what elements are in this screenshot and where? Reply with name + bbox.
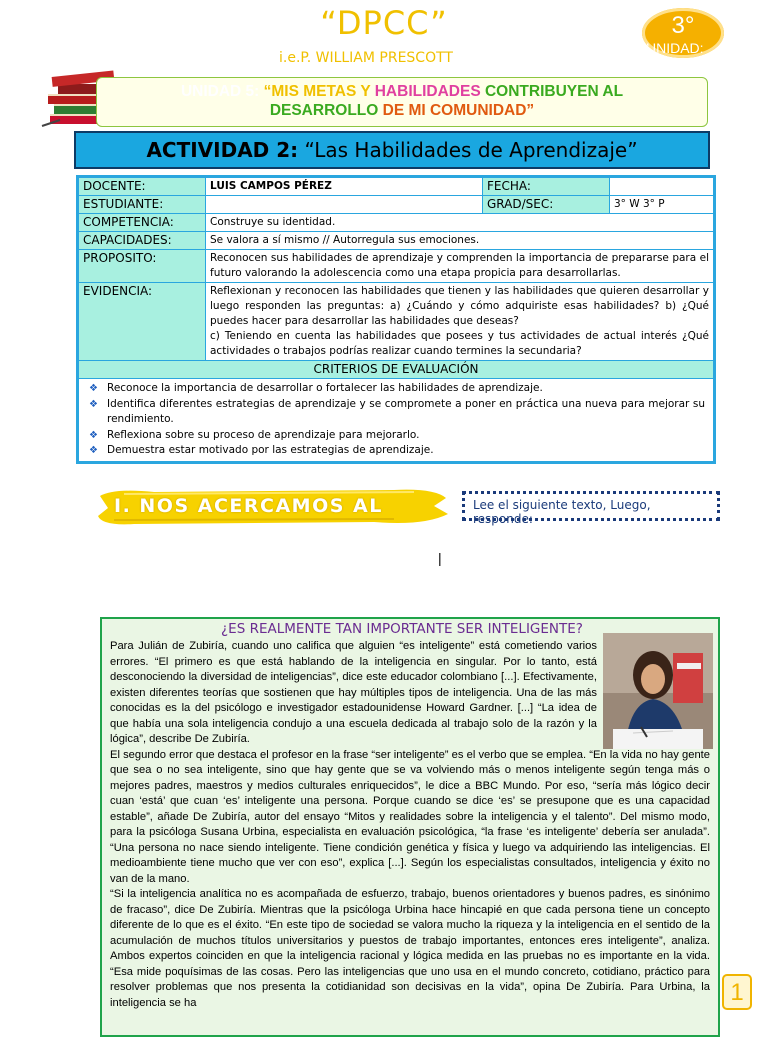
criterios-list [79, 379, 714, 462]
docente-value: LUIS CAMPOS PÉREZ [206, 178, 483, 196]
diamond-bullet-icon: ❖ [89, 383, 98, 394]
section-title: I. NOS ACERCAMOS AL [114, 495, 383, 517]
table-row [79, 214, 714, 232]
grade-label: 3° [671, 12, 695, 39]
reading-box [100, 617, 720, 1037]
proposito-label: PROPOSITO: [79, 250, 206, 283]
list-item [89, 397, 705, 428]
table-row [79, 283, 714, 361]
text-cursor: | [438, 550, 442, 566]
capacidades-value: Se valora a sí mismo // Autorregula sus emociones. [206, 232, 714, 250]
unit-title-part: “MIS METAS Y [263, 83, 375, 100]
reading-title: ¿ES REALMENTE TAN IMPORTANTE SER INTELIGENTE? [221, 621, 583, 637]
diamond-bullet-icon: ❖ [89, 445, 98, 456]
table-row [79, 379, 714, 462]
activity-title: “Las Habilidades de Aprendizaje” [298, 138, 638, 162]
estudiante-label: ESTUDIANTE: [79, 196, 206, 214]
table-row [79, 178, 714, 196]
table-row [79, 196, 714, 214]
instruction-box: Lee el siguiente texto, Luego, responde: [462, 491, 720, 521]
docente-label: DOCENTE: [79, 178, 206, 196]
competencia-label: COMPETENCIA: [79, 214, 206, 232]
activity-label: ACTIVIDAD 2: [146, 138, 299, 162]
proposito-value: Reconocen sus habilidades de aprendizaje y comprenden la importancia de prepararse para el futuro valorando la adolescencia como una etapa propicia para desarrollarlas. [206, 250, 714, 283]
unit-title-part: DESARROLLO [269, 102, 383, 119]
unit-number: UNIDAD 5: [180, 83, 264, 100]
estudiante-field[interactable] [206, 196, 483, 214]
table-row [79, 361, 714, 379]
table-row [79, 232, 714, 250]
diamond-bullet-icon: ❖ [89, 398, 98, 410]
grad-sec-value: 3° W 3° P [610, 196, 714, 214]
reading-paragraph: El segundo error que destaca el profesor en la frase “ser inteligente” es el verbo que se emplea. “En la vida no hay gente que sea o no sea inteligente, sino que hay gente que se va volviendo más o menos inteligente según tenga más o mejores padres, maestros y medios culturales enriquecidos”, le dice a BBC Mundo. Por eso, “sería más lógico decir cuan ‘está’ que cuan ‘es’ inteligente una persona. Porque cuando se dice ‘es’ se presupone que es una capacidad estable”, añade De Zubiría, autor del ensayo “Mitos y realidades sobre la inteligencia y el talento”. Del mismo modo, para la psicóloga Susana Urbina, especialista en evaluación psicológica, “la frase ‘es inteligente’ debería ser anulada”. “Una persona no nace siendo inteligente. Tiene condición genética y física y luego va adquiriendo las inteligencias. El medioambiente tiene mucho que ver con eso”, explica [...]. Según los especialistas consultados, inteligencia y éxito no van de la mano. [110, 748, 710, 885]
unit-banner [96, 77, 708, 127]
unit-title-part: DE MI COMUNIDAD” [382, 102, 535, 119]
evidencia-questions: Reflexionan y reconocen las habilidades que tienen y las habilidades que quieren desarrollar y luego responden las preguntas: a) ¿Cuándo y cómo adquiriste esas habilidades? b) ¿Qué puedes hacer para desarrollar las habilidades que deseas? [210, 285, 709, 327]
list-item [89, 428, 705, 444]
school-name: i.e.P. WILLIAM PRESCOTT [279, 50, 453, 66]
capacidades-label: CAPACIDADES: [79, 232, 206, 250]
unit-title-part: CONTRIBUYEN AL [484, 83, 624, 100]
reading-paragraph: “Si la inteligencia analítica no es acompañada de esfuerzo, trabajo, buenos orientadores y buenos padres, es sinónimo de fracaso”, dice De Zubiría. Mientras que la psicóloga Urbina hace hincapié en que cada persona tiene un concepto diferente de lo que es el éxito. “En este tipo de sociedad se valora mucho la riqueza y la inteligencia en el sentido de la acumulación de muchos títulos universitarios y puestos de trabajo importantes, entonces eres inteligente”, analiza. Ambos expertos coinciden en que la inteligencia racional y lógica medida en las pruebas no es importante en la vida. “Esa mide poquísimas de las cosas. Pero las inteligencias que uno usa en el mundo concreto, cotidiano, práctico para resolver problemas que nos presenta la cotidianidad son decisivas en la vida”, opina De Zubiría. Para Urbina, la inteligencia se ha [110, 888, 710, 1009]
diamond-bullet-icon: ❖ [89, 429, 98, 441]
evidencia-question-c: c) Teniendo en cuenta las habilidades que posees y tus actividades de actual interés ¿Qué actividades o trabajos podrías realizar cuando termines la secundaria? [210, 330, 709, 357]
competencia-value: Construye su identidad. [206, 214, 714, 232]
criterio-text: Identifica diferentes estrategias de aprendizaje y se compromete a poner en práctica una nueva para mejorar su rendimiento. [107, 397, 705, 425]
activity-banner [74, 131, 710, 169]
evidencia-label: EVIDENCIA: [79, 283, 206, 361]
criterios-heading: CRITERIOS DE EVALUACIÓN [79, 361, 714, 379]
list-item [89, 381, 705, 397]
evidencia-value [206, 283, 714, 361]
criterio-text: Reflexiona sobre su proceso de aprendizaje para mejorarlo. [107, 428, 420, 441]
table-row [79, 250, 714, 283]
list-item [89, 443, 705, 459]
criterio-text: Demuestra estar motivado por las estrategias de aprendizaje. [107, 444, 434, 456]
grade-badge [642, 8, 724, 58]
page-number: 1 [722, 974, 752, 1010]
reading-paragraph: Para Julián de Zubiría, cuando uno califica que alguien “es inteligente” está cometiendo varios errores. “El primero es que está hablando de la inteligencia en singular. Por lo tanto, está desconociendo la diversidad de inteligencias”, dice este educador colombiano [...]. Efectivamente, existen diferentes teorías que sostienen que hay múltiples tipos de inteligencia. Una de las más conocidas es la del psicólogo e investigador estadounidense Howard Gardner. [...] “La idea de que había una sola inteligencia condujo a una escuela dedicada al trabajo solo de la razón y la lógica”, describe De Zubiría. [110, 640, 597, 745]
fecha-field[interactable] [610, 178, 714, 196]
fecha-label: FECHA: [483, 178, 610, 196]
document-title: “DPCC” [320, 4, 448, 42]
grad-sec-label: GRAD/SEC: [483, 196, 610, 214]
unit-title-part: HABILIDADES [374, 83, 485, 100]
info-table [76, 175, 716, 464]
criterio-text: Reconoce la importancia de desarrollar o fortalecer las habilidades de aprendizaje. [107, 382, 543, 394]
reading-body [110, 639, 710, 1011]
grade-unit-label: UNIDAD: [646, 40, 704, 56]
